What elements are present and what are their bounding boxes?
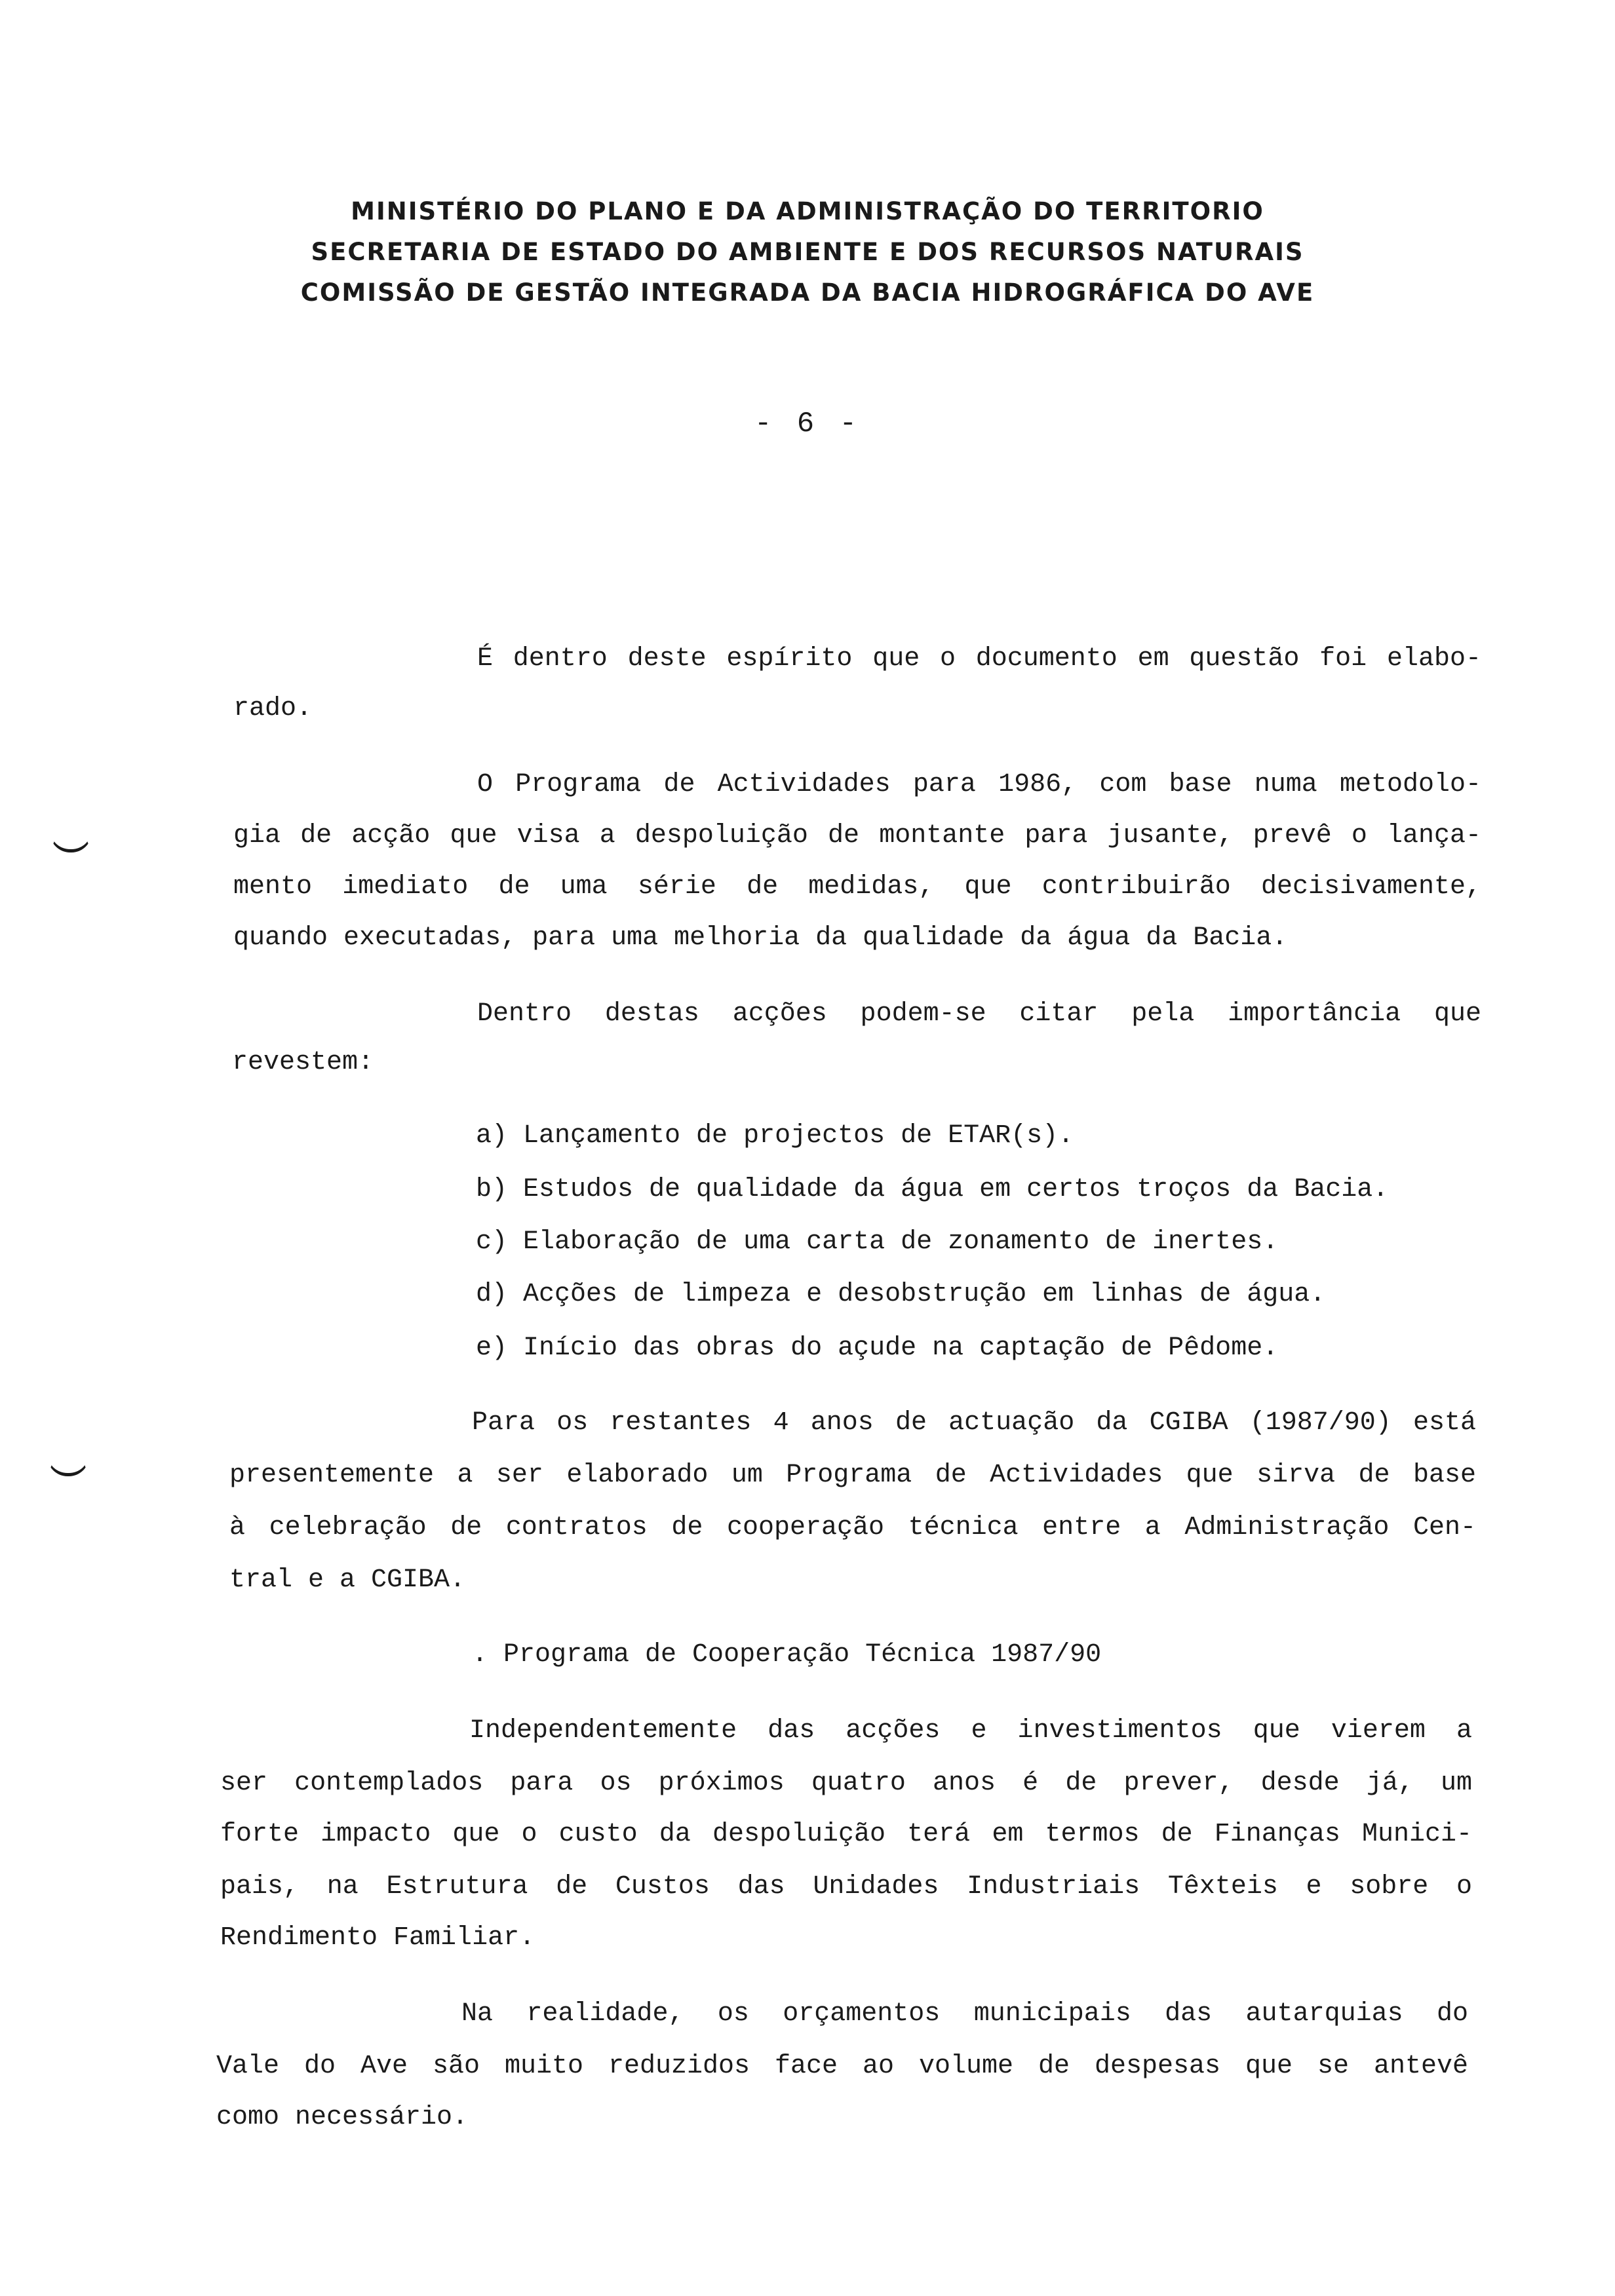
paragraph-4-line-3: à celebração de contratos de cooperação técnica entre a Administração Cen- — [229, 1513, 1476, 1542]
paragraph-2-line-3: mento imediato de uma série de medidas, que contribuirão decisivamente, — [233, 872, 1481, 902]
paragraph-1-line-1: É dentro deste espírito que o documento em questão foi elabo- — [477, 644, 1481, 674]
header-ministry: MINISTÉRIO DO PLANO E DA ADMINISTRAÇÃO DO TERRITORIO — [351, 197, 1264, 225]
paragraph-2-line-4: quando executadas, para uma melhoria da qualidade da água da Bacia. — [233, 923, 1288, 953]
margin-mark-lower — [47, 1456, 89, 1476]
paragraph-5-line-4: pais, na Estrutura de Custos das Unidades Industriais Têxteis e sobre o — [220, 1872, 1472, 1902]
paragraph-2-line-2: gia de acção que visa a despoluição de montante para jusante, prevê o lança- — [233, 821, 1481, 851]
list-item-b: b) Estudos de qualidade da água em certos troços da Bacia. — [476, 1175, 1389, 1204]
paragraph-3-line-2: revestem: — [232, 1048, 374, 1077]
paragraph-2-line-1: O Programa de Actividades para 1986, com base numa metodolo- — [477, 770, 1481, 799]
header-secretariat: SECRETARIA DE ESTADO DO AMBIENTE E DOS RECURSOS NATURAIS — [311, 238, 1304, 266]
paragraph-3-line-1: Dentro destas acções podem-se citar pela importância que — [477, 999, 1481, 1029]
page-number: - 6 - — [754, 408, 861, 440]
margin-mark-upper — [50, 832, 92, 852]
paragraph-4-line-2: presentemente a ser elaborado um Programa de Actividades que sirva de base — [229, 1461, 1476, 1490]
paragraph-6-line-3: como necessário. — [216, 2103, 469, 2132]
list-item-d: d) Acções de limpeza e desobstrução em linhas de água. — [476, 1280, 1326, 1309]
paragraph-4-line-4: tral e a CGIBA. — [229, 1565, 466, 1595]
list-item-c: c) Elaboração de uma carta de zonamento de inertes. — [476, 1227, 1279, 1257]
list-item-e: e) Início das obras do açude na captação de Pêdome. — [476, 1333, 1279, 1363]
header-commission: COMISSÃO DE GESTÃO INTEGRADA DA BACIA HIDROGRÁFICA DO AVE — [300, 278, 1315, 307]
paragraph-5-line-3: forte impacto que o custo da despoluição terá em termos de Finanças Munici- — [220, 1820, 1472, 1849]
paragraph-5-line-2: ser contemplados para os próximos quatro anos é de prever, desde já, um — [220, 1769, 1472, 1798]
paragraph-1-line-2: rado. — [233, 694, 313, 723]
paragraph-5-line-5: Rendimento Familiar. — [220, 1923, 535, 1953]
paragraph-6-line-2: Vale do Ave são muito reduzidos face ao volume de despesas que se antevê — [216, 2052, 1468, 2081]
paragraph-6-line-1: Na realidade, os orçamentos municipais das autarquias do — [461, 1999, 1468, 2029]
paragraph-5-line-1: Independentemente das acções e investimentos que vierem a — [469, 1716, 1472, 1746]
paragraph-4-line-1: Para os restantes 4 anos de actuação da CGIBA (1987/90) está — [472, 1408, 1476, 1438]
section-subheading: . Programa de Cooperação Técnica 1987/90 — [472, 1640, 1102, 1670]
list-item-a: a) Lançamento de projectos de ETAR(s). — [476, 1121, 1074, 1151]
